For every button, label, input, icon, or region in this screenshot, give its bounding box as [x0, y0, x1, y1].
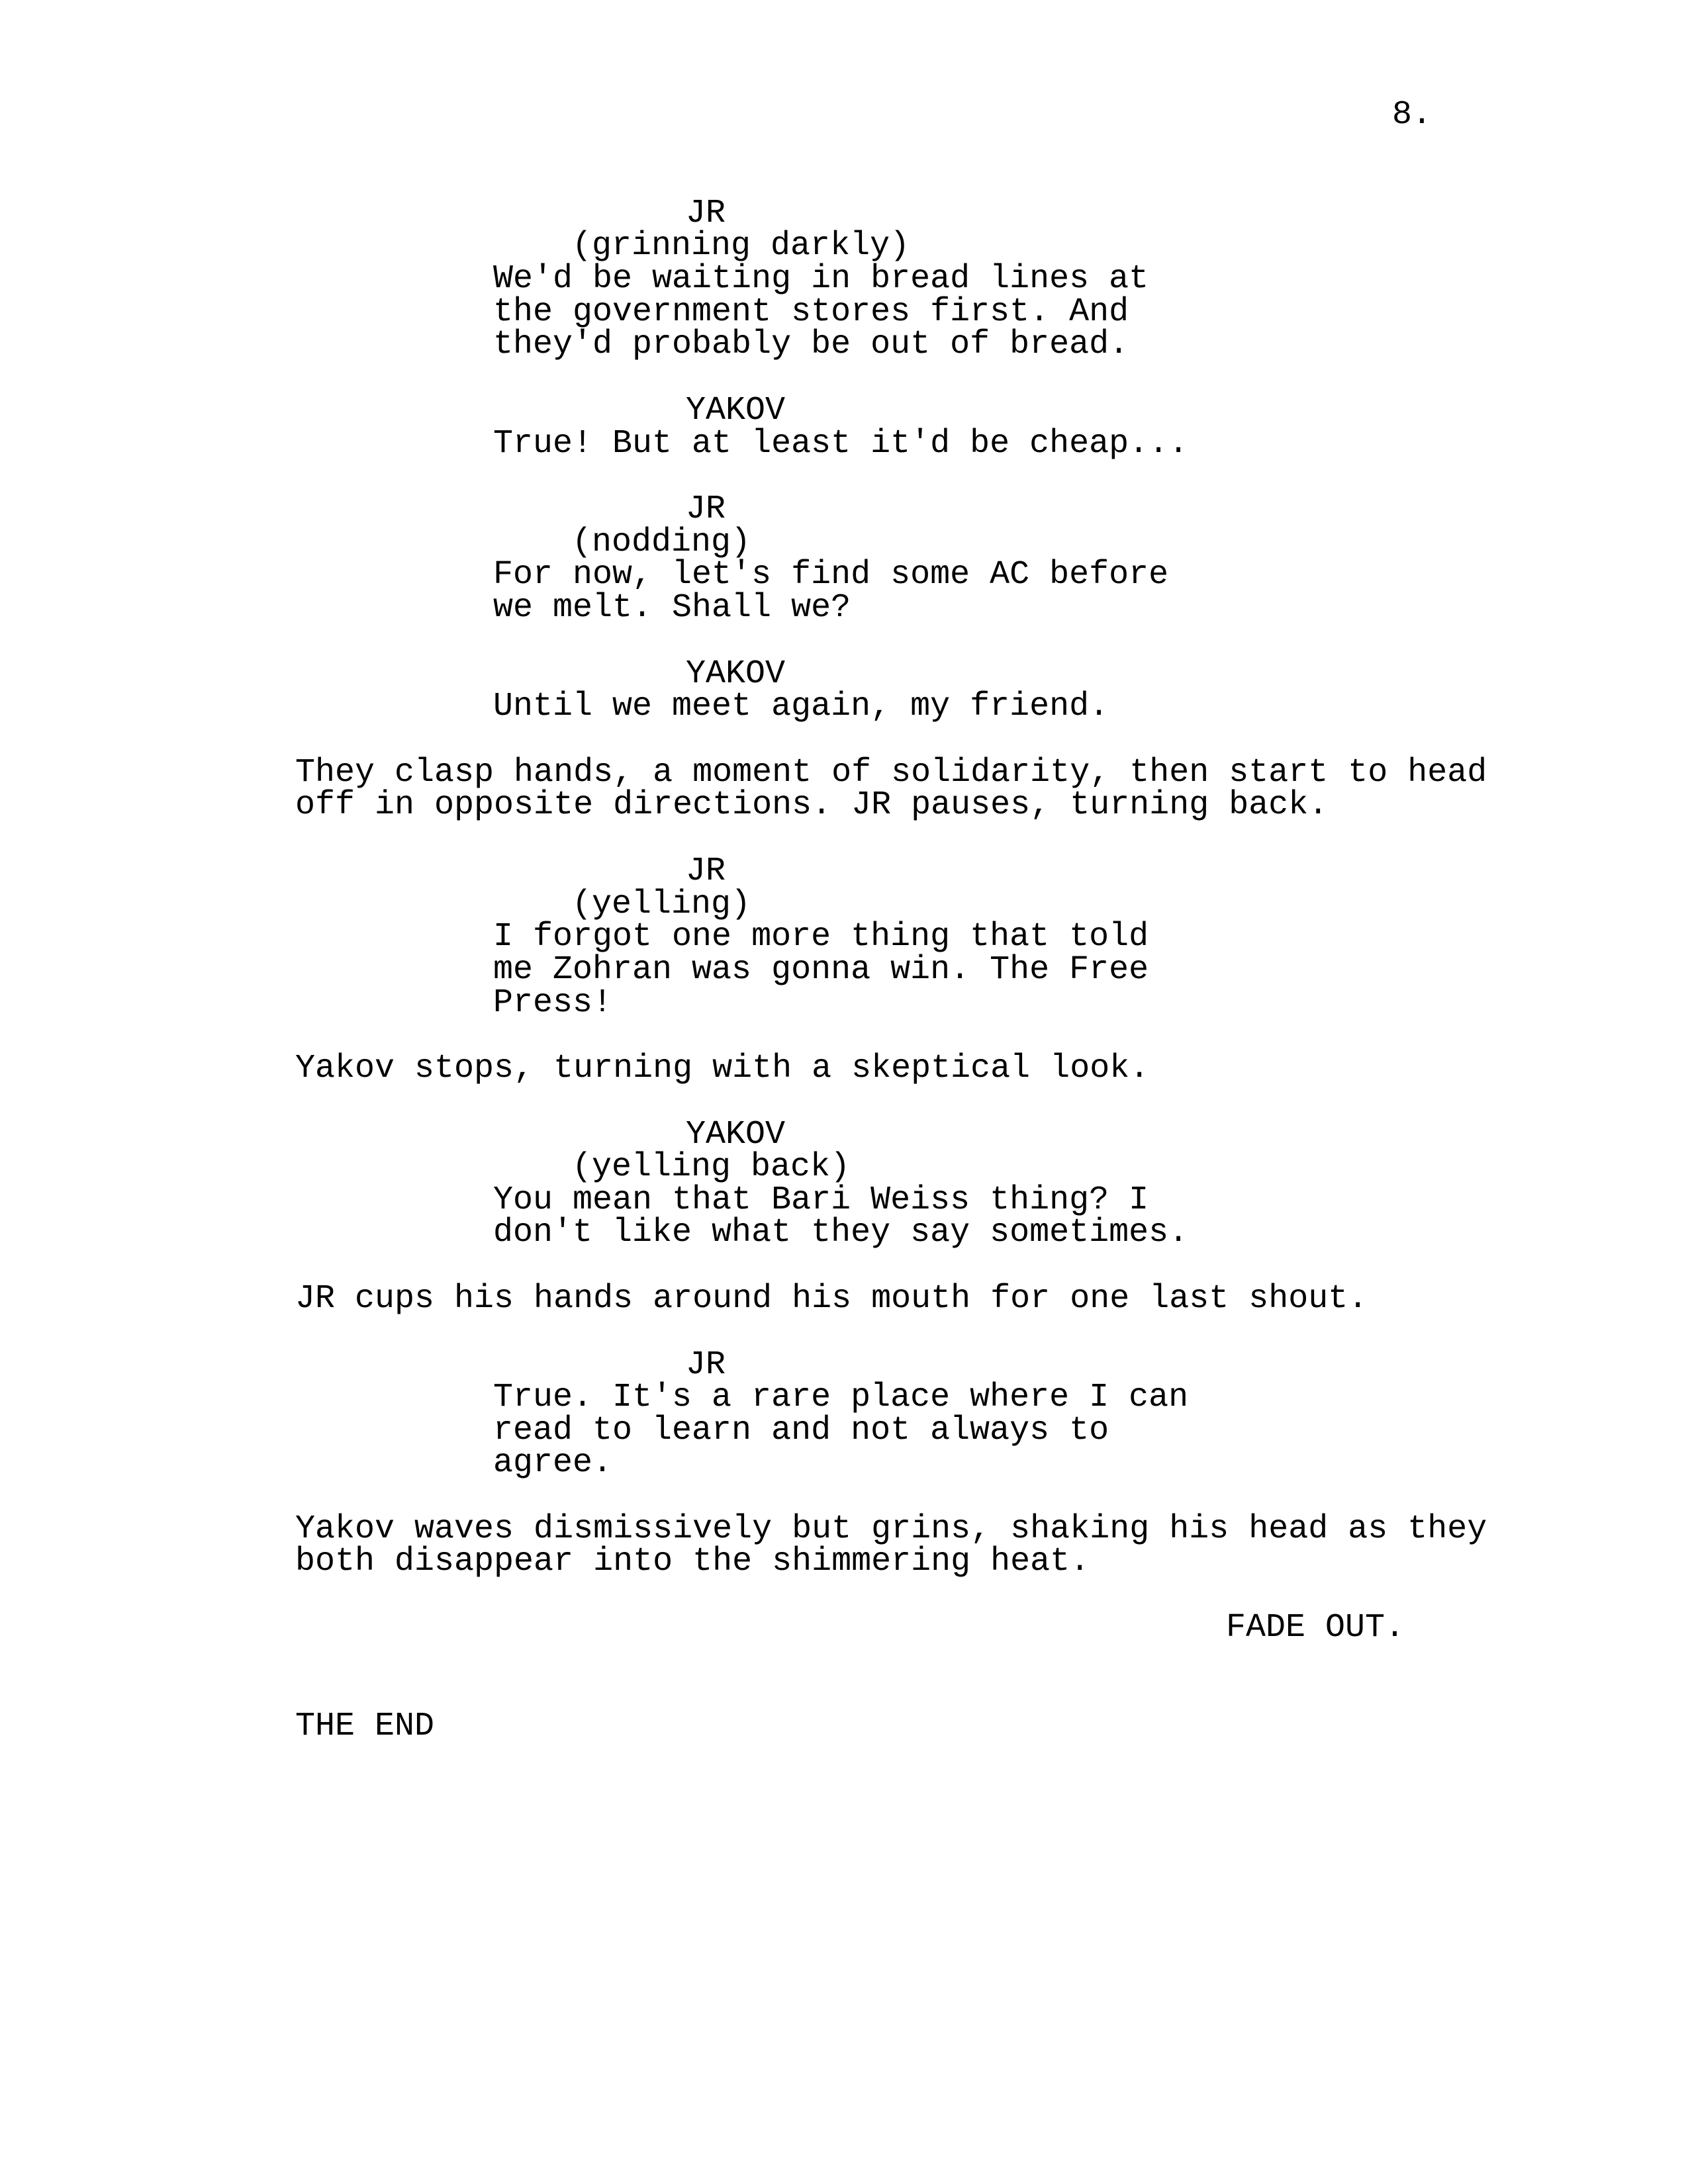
dialogue-line: We'd be waiting in bread lines at	[493, 260, 1149, 298]
character-name: JR	[686, 195, 726, 232]
dialogue-line: they'd probably be out of bread.	[493, 326, 1129, 363]
dialogue-line: the government stores first. And	[493, 293, 1129, 331]
character-name: JR	[686, 852, 726, 890]
dialogue-line: For now, let's find some AC before	[493, 556, 1169, 594]
character-name: YAKOV	[686, 655, 786, 693]
dialogue-line: Until we meet again, my friend.	[493, 688, 1109, 725]
dialogue-line: True. It's a rare place where I can	[493, 1379, 1189, 1416]
transition: FADE OUT.	[1226, 1609, 1405, 1647]
character-name: YAKOV	[686, 392, 786, 430]
parenthetical: (grinning darkly)	[572, 227, 910, 265]
character-name: JR	[686, 490, 726, 528]
action-line: both disappear into the shimmering heat.	[295, 1543, 1090, 1580]
the-end: THE END	[295, 1707, 435, 1745]
action-line: JR cups his hands around his mouth for one last shout.	[295, 1280, 1368, 1318]
dialogue-line: True! But at least it'd be cheap...	[493, 425, 1189, 463]
parenthetical: (yelling back)	[572, 1148, 851, 1186]
parenthetical: (nodding)	[572, 523, 751, 561]
parenthetical: (yelling)	[572, 886, 751, 923]
action-line: off in opposite directions. JR pauses, turning back.	[295, 786, 1329, 824]
action-line: They clasp hands, a moment of solidarity, then start to head	[295, 754, 1487, 792]
page-number: 8.	[1392, 96, 1432, 134]
dialogue-line: Press!	[493, 984, 613, 1022]
character-name: JR	[686, 1346, 726, 1384]
dialogue-line: I forgot one more thing that told	[493, 918, 1149, 956]
action-line: Yakov waves dismissively but grins, shaking his head as they	[295, 1510, 1487, 1548]
dialogue-line: don't like what they say sometimes.	[493, 1214, 1189, 1251]
dialogue-line: agree.	[493, 1444, 613, 1482]
dialogue-line: You mean that Bari Weiss thing? I	[493, 1181, 1149, 1219]
character-name: YAKOV	[686, 1116, 786, 1154]
dialogue-line: me Zohran was gonna win. The Free	[493, 951, 1149, 989]
dialogue-line: read to learn and not always to	[493, 1412, 1109, 1449]
action-line: Yakov stops, turning with a skeptical look.	[295, 1050, 1150, 1087]
dialogue-line: we melt. Shall we?	[493, 589, 851, 627]
